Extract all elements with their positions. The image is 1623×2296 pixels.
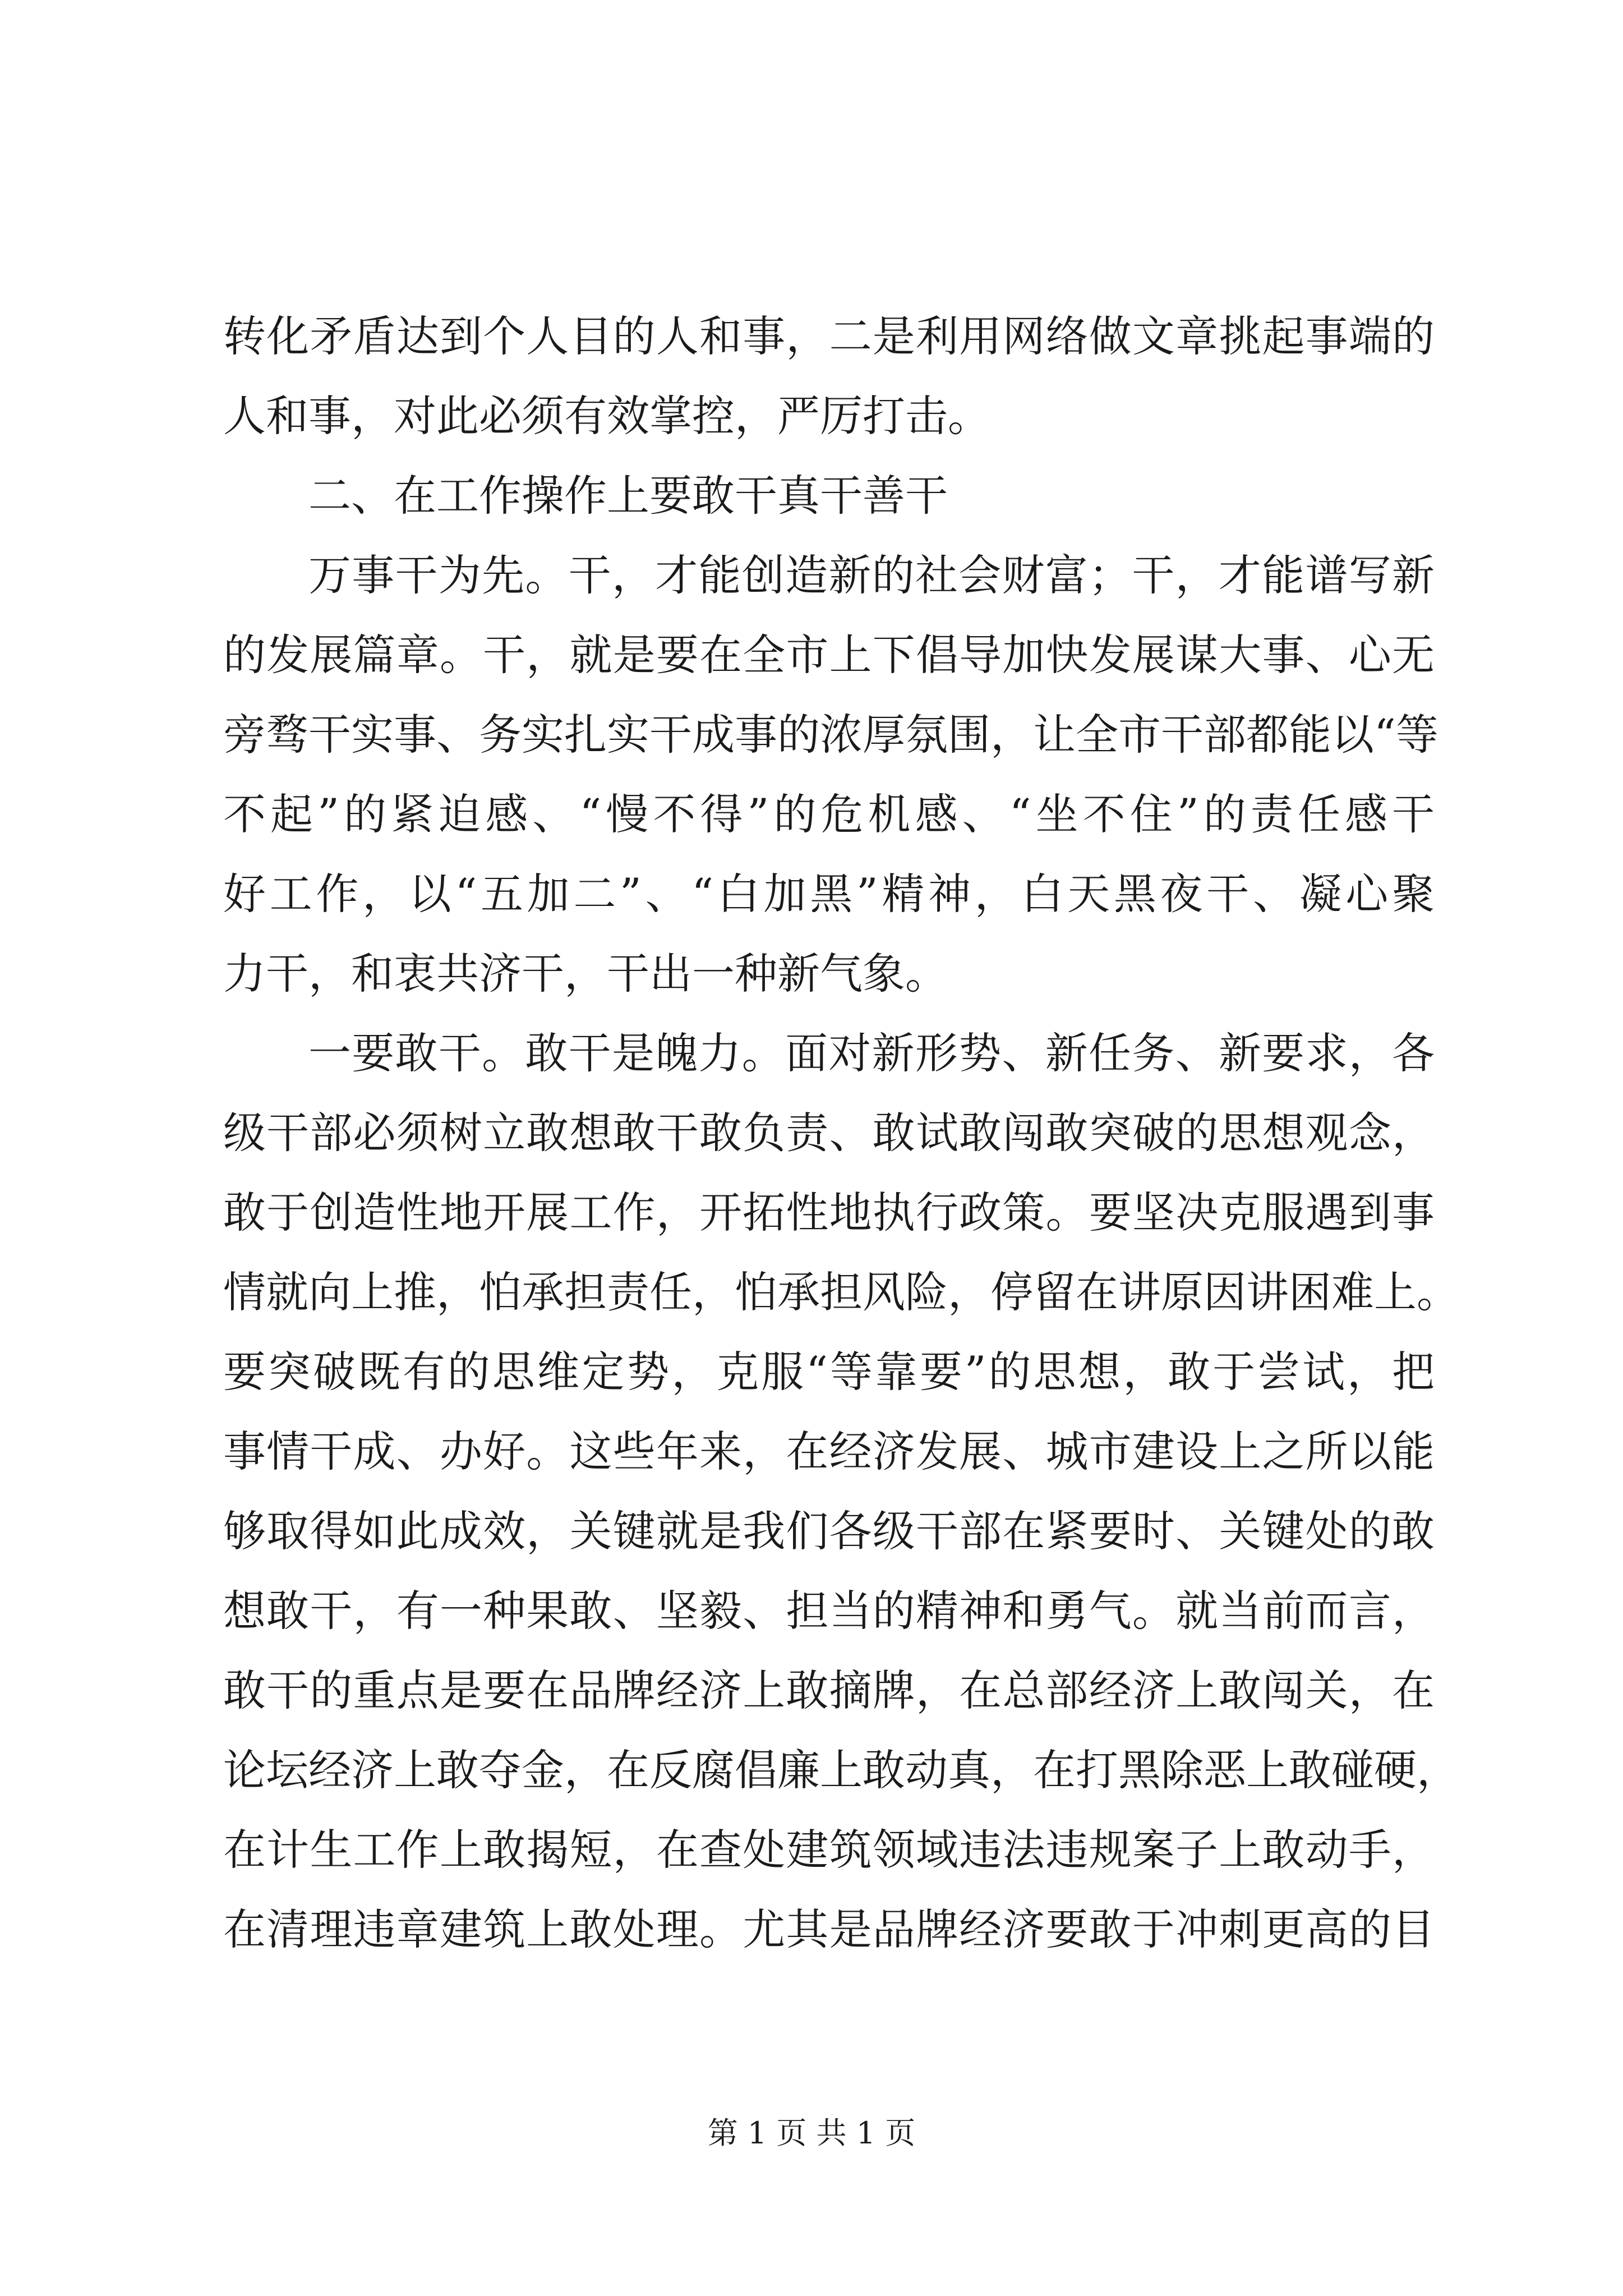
body-text-line: 够取得如此成效，关键就是我们各级干部在紧要时、关键处的敢 [223,1506,1435,1556]
body-text-line: 力干，和衷共济干，干出一种新气象。 [223,949,948,999]
body-text-line: 在计生工作上敢揭短，在查处建筑领域违法违规案子上敢动手， [223,1825,1435,1875]
body-text-line: 人和事，对此必须有效掌控，严厉打击。 [223,391,990,441]
page-footer: 第 1 页 共 1 页 [707,2115,916,2151]
body-text-line: 要突破既有的思维定势，克服“等靠要”的思想，敢于尝试，把 [223,1347,1435,1397]
body-text-line: 情就向上推，怕承担责任，怕承担风险，停留在讲原因讲困难上。 [223,1267,1459,1317]
body-text-line: 敢于创造性地开展工作，开拓性地执行政策。要坚决克服遇到事 [223,1188,1435,1237]
body-text-line: 敢干的重点是要在品牌经济上敢摘牌，在总部经济上敢闯关，在 [223,1665,1435,1715]
body-text-line: 万事干为先。干，才能创造新的社会财富；干，才能谱写新 [308,550,1435,600]
body-text-line: 论坛经济上敢夺金，在反腐倡廉上敢动真，在打黑除恶上敢碰硬， [223,1745,1459,1795]
body-text-line: 不起”的紧迫感、“慢不得”的危机感、“坐不住”的责任感干 [223,789,1435,839]
body-text-line: 事情干成、办好。这些年来，在经济发展、城市建设上之所以能 [223,1427,1435,1476]
body-text-line: 旁骛干实事、务实扎实干成事的浓厚氛围，让全市干部都能以“等 [223,710,1438,760]
body-text-line: 在清理违章建筑上敢处理。尤其是品牌经济要敢于冲刺更高的目 [223,1904,1435,1954]
body-text-line: 转化矛盾达到个人目的人和事，二是利用网络做文章挑起事端的 [223,311,1435,361]
body-text-line: 级干部必须树立敢想敢干敢负责、敢试敢闯敢突破的思想观念， [223,1108,1435,1158]
body-text-line: 的发展篇章。干，就是要在全市上下倡导加快发展谋大事、心无 [223,630,1435,680]
body-text-line: 好工作，以“五加二”、“白加黑”精神，白天黑夜干、凝心聚 [223,869,1435,919]
body-text-line: 一要敢干。敢干是魄力。面对新形势、新任务、新要求，各 [308,1028,1435,1078]
section-heading: 二、在工作操作上要敢干真干善干 [308,471,948,521]
body-text-line: 想敢干，有一种果敢、坚毅、担当的精神和勇气。就当前而言， [223,1586,1435,1636]
